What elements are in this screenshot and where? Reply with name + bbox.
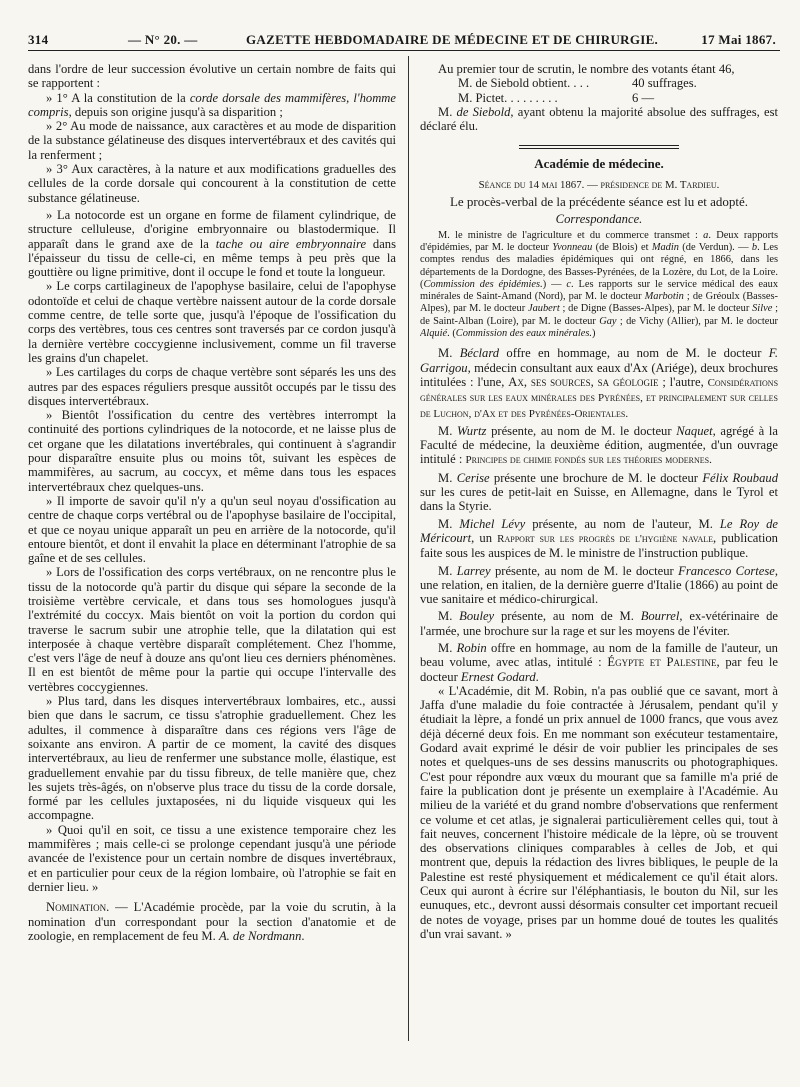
text: , depuis son origine jusqu'à sa disparition ;: [68, 104, 283, 119]
text: M.: [438, 640, 457, 655]
text: présente, au nom de M.: [494, 609, 641, 624]
text-italic: de Siebold: [456, 104, 511, 119]
text-italic: Naquet: [676, 423, 713, 438]
text: ; de Digne (Basses-Alpes), par M. le docteur: [559, 303, 753, 315]
text-smallcaps: Considérations générales sur les eaux minérales des Pyrénées, et principalement sur celles de Luchon, d'Ax et des Pyrénées-Orientales.: [420, 376, 778, 420]
paragraph: » Lors de l'ossification des corps vertébraux, on ne rencontre plus le tissu de la notocorde qu'à partir du disque qui sépare la seconde de la troisième vertèbre cervicale, et dans tous ses homologues jusqu'à l'extrémité du coccyx. Mais bientôt on voit la portion du cordon qui traverse le sacrum subir une atrophie telle, que la dilatation qui est interposée à chaque vertèbre disparaît complétement. Chez l'homme, c'est vers l'âge de neuf à douze ans qu'ont lieu ces derniers phénomènes. Il en est bientôt de même pour la partie qui occupe l'intervalle des vertèbres coccygiennes.: [28, 565, 396, 694]
text-italic: b: [751, 241, 758, 253]
text: , médecin consultant aux eaux d'Ax (Ariége), deux brochures intitulées : l'une,: [420, 360, 778, 389]
page-number: 314: [28, 32, 49, 47]
paragraph: » Quoi qu'il en soit, ce tissu a une existence temporaire chez les mammifères ; mais celle-ci se prolonge cependant jusqu'à une période avancée de l'existence pour un certain nombre de disques invertébraux, et en particulier pour ceux de la région lombaire, où l'atrophie se fait en dernier lieu. »: [28, 822, 396, 894]
paragraph: « L'Académie, dit M. Robin, n'a pas oublié que ce savant, mort à Jaffa d'une maladie du foie contractée à Jérusalem, pendant qu'il y étudiait la lèpre, a fondé un prix annuel de 1000 francs, que vous avez déjà décerné deux fois. En me nommant son exécuteur testamentaire, Godard avait exprimé le désir de voir publier les principales de ses notes et quelques-uns de ses dessins manuscrits ou photographiques. C'est pour répondre aux vœux du mourant que sa famille m'a prié de faire la publication dont je présente un exemplaire à l'Académie. Au milieu de la variété et du grand nombre d'observations que renferment ce volume et cet atlas, je signalerai particulièrement celles qui, tout à fait neuves, concernent l'histoire médicale de la lèpre, où se trouvent des observations cliniques comparables à celles de Job, et qui montrent que, depuis la rédaction des livres bibliques, le peuple de la Palestine est resté physiquement et médicalement ce qu'il était alors. Ceux qui auront à écrire sur l'éléphantiasis, le bouton du Nil, sur les eunuques, etc., devront aussi désormais consulter cet important recueil de notes de voyage, prises par un homme doué de toutes les qualités d'un vrai savant. »: [420, 683, 778, 941]
vote-candidate: M. de Siebold obtient. . . .: [458, 76, 590, 91]
text: , par feu le docteur: [420, 655, 778, 684]
session-line: Séance du 14 mai 1867. — présidence de M. Tardieu.: [478, 178, 720, 191]
text: dans l'épaisseur du tissu de celle-ci, en même temps à peu près que la gouttière ou ligne primitive, dont il occupe le fond et toute la longueur.: [28, 236, 396, 280]
text: .: [301, 928, 305, 943]
text-italic: Cerise: [456, 470, 490, 485]
paragraph-nomination: [28, 900, 396, 943]
text: . Deux rapports d'épidémies, par M. le docteur: [420, 229, 778, 253]
text-italic: Wurtz: [457, 423, 487, 438]
vote-intro: Au premier tour de scrutin, le nombre des votants étant 46,: [438, 62, 735, 76]
correspondence-paragraph: [420, 230, 778, 341]
column-divider: [408, 56, 409, 1041]
text: , publication faite sous les auspices de M. le ministre de l'instruction publique.: [420, 530, 778, 561]
text-italic: Robin: [456, 640, 487, 655]
text: » La notocorde est un organe en forme de filament cylindrique, de structure celluleuse, d'origine embryonnaire ou blastodermique. Il apparaît dans le grand axe de la: [28, 207, 396, 251]
text: » 1° A la constitution de la: [46, 90, 190, 105]
text-italic: Larrey: [456, 563, 491, 578]
text-italic: Marbotin: [644, 291, 684, 303]
text: présente, au nom de l'auteur, M.: [525, 516, 720, 531]
paragraph: » Plus tard, dans les disques intervertébraux lombaires, etc., aussi bien que dans le sacrum, ce tissu s'atrophie graduellement. Chez les adultes, il commence à disparaître dans ces régions vers l'âge de soixante ans environ. A partir de ce moment, la cavité des disques intervertébraux, au lieu de renfermer une substance molle, élastique, est graduellement envahie par du tissu fibreux, de telle manière que, chez les sujets très-âgés, on n'observe plus trace du tissu de la corde dorsale, formé par les cellules juxtaposées, ni du liquide visqueux qui les accompagne.: [28, 694, 396, 823]
text: M.: [438, 104, 457, 119]
text: M.: [438, 346, 460, 361]
text: M.: [438, 516, 460, 531]
paragraph: [420, 517, 778, 561]
text-italic: Michel Lévy: [459, 516, 526, 531]
text: (de Blois) et: [592, 241, 652, 253]
paragraph: » 2° Au mode de naissance, aux caractères et au mode de disparition de la substance gélatineuse des disques intervertébraux et des cavités qui la renferment ;: [28, 119, 396, 162]
right-column: [420, 62, 778, 1042]
text: présente une brochure de M. le docteur: [489, 470, 703, 485]
text-italic: Francesco Cortese: [678, 563, 775, 578]
text-italic: Yvonneau: [552, 241, 593, 253]
issue-date: 17 Mai 1867.: [701, 32, 776, 47]
text-italic: Bouley: [459, 609, 495, 624]
text-italic: Béclard: [459, 346, 500, 361]
text: (de Verdun). —: [678, 241, 752, 253]
text-italic: Alquié: [420, 328, 448, 340]
vote-row: [420, 91, 778, 105]
text: ; de Saint-Alban (Loire), par M. le docteur: [420, 303, 778, 327]
paragraph: » Bientôt l'ossification du centre des vertèbres interrompt la continuité des portions cylindriques de la notocorde, et ne laisse plus de cet organe que les dilatations invertébrales, qui continuent à s'agrandir pour disparaître ensuite plus ou moins tôt, suivant les espèces de mammifères, au sacrum, au coccyx, et même dans tous les espaces intervertébraux chez quelques-uns.: [28, 408, 396, 494]
subsection-title: Correspondance.: [555, 212, 643, 227]
text-italic: Ernest Godard: [460, 669, 536, 684]
text: M.: [438, 423, 458, 438]
text: ; de Gréoulx (Basses-Alpes), par M. le docteur: [420, 291, 778, 315]
text-italic: Jaubert: [527, 303, 560, 315]
text: M.: [438, 470, 457, 485]
paragraph: » Il importe de savoir qu'il n'y a qu'un seul noyau d'ossification au centre de chaque corps vertébral ou de l'apophyse basilaire de l'occipital, et que ce noyau unique apparaît un peu en arrière de la notocorde, qu'il entoure bientôt, et dont il envahit la place en déterminant l'atrophie de sa gaîne et de ses cellules.: [28, 493, 396, 566]
text: , ex-vétérinaire de l'armée, une brochure sur la rage et sur les moyens de l'éviter.: [420, 609, 778, 638]
text-italic: Silve: [752, 303, 773, 315]
text-italic: A. de Nordmann: [218, 928, 302, 943]
text: offre en hommage, au nom de M. le docteur: [499, 346, 769, 361]
text-smallcaps: Principes de chimie fondés sur les théories modernes.: [465, 454, 712, 467]
paragraph: [420, 564, 778, 607]
text-italic: Madin: [651, 241, 679, 253]
text-italic: c: [566, 278, 572, 290]
left-column: [28, 62, 396, 1042]
text-italic: Commission des eaux minérales.: [455, 328, 593, 340]
text-smallcaps: Égypte et Palestine: [607, 655, 717, 670]
text: sur les cures de petit-lait en Suisse, en Allemagne, dans le Tyrol et dans la Styrie.: [420, 485, 778, 514]
paragraph: [420, 641, 778, 684]
paragraph: [420, 105, 778, 134]
text-smallcaps: Rapport sur les progrès de l'hygiène navale: [497, 532, 713, 545]
vote-row: [420, 76, 778, 90]
text-smallcaps: Ax, ses sources, sa géologie: [508, 374, 659, 389]
text-italic: tache ou aire embryonnaire: [215, 236, 367, 251]
text-italic: corde dorsale des mammifères, l'homme compris: [28, 90, 396, 119]
text: présente, au nom de M. le docteur: [490, 563, 679, 578]
text: offre en hommage, au nom de la famille de l'auteur, un beau volume, avec atlas, intitulé :: [420, 640, 778, 670]
text: ): [592, 328, 596, 340]
text: .: [535, 669, 539, 684]
text: , un: [471, 530, 498, 545]
text: ; de Vichy (Allier), par M. le docteur: [616, 315, 778, 327]
minutes-line: Le procès-verbal de la précédente séance est lu et adopté.: [449, 194, 749, 210]
section-title: Académie de médecine.: [534, 156, 664, 172]
text-italic: Gay: [599, 315, 617, 327]
text: , agrégé à la Faculté de médecine, la deuxième édition, augmentée, d'un ouvrage intitulé :: [420, 423, 778, 467]
text-italic: F. Garrigou: [420, 346, 778, 375]
paragraph: [420, 424, 778, 468]
text: ; l'autre,: [658, 374, 708, 389]
text: , ayant obtenu la majorité absolue des suffrages, est déclaré élu.: [420, 104, 778, 134]
page-header: [28, 8, 780, 51]
paragraph: dans l'ordre de leur succession évolutive un certain nombre de faits qui se rapportent :: [28, 62, 396, 91]
issue-number: — N° 20. —: [128, 32, 198, 47]
text-italic: Commission des épidémies.: [423, 278, 543, 290]
text: — L'Académie procède, par la voie du scrutin, à la nomination d'un correspondant pour la section d'anatomie et de zoologie, en remplacement de feu M.: [28, 900, 396, 943]
text: ) —: [542, 278, 567, 290]
section-rule: [519, 145, 679, 149]
vote-table: [420, 76, 778, 105]
text-italic: Bourrel: [640, 609, 680, 624]
text: présente, au nom de M. le docteur: [486, 423, 677, 438]
vote-result: 40 suffrages.: [632, 76, 697, 91]
paragraph: » Le corps cartilagineux de l'apophyse basilaire, celui de l'apophyse odontoïde et celui de chaque vertèbre naissent autour de la corde dorsale comme centre, de telle sorte que, jusqu'à l'époque de l'ossification du corps des vertèbres, tous ces centres sont traversés par ce cordon jusqu'à la dernière vertèbre coccygienne inclusivement, comme un fil traverse les grains d'un chapelet.: [28, 279, 396, 365]
paragraph: » 3° Aux caractères, à la nature et aux modifications graduelles des cellules de la corde dorsale qui concourent à la constitution de cette substance gélatineuse.: [28, 162, 396, 205]
text: M.: [438, 563, 457, 578]
paragraph: [28, 208, 396, 279]
vote-result: 6 —: [632, 90, 655, 105]
text: M.: [438, 609, 460, 624]
text-italic: Le Roy de Méricourt: [420, 516, 778, 545]
text: M. le ministre de l'agriculture et du commerce transmet :: [438, 229, 704, 241]
paragraph: » Les cartilages du corps de chaque vertèbre sont séparés les uns des autres par des espaces réguliers presque aussitôt occupés par le tissu des disques intervertébraux.: [28, 365, 396, 408]
journal-title: GAZETTE HEBDOMADAIRE DE MÉDECINE ET DE CHIRURGIE.: [246, 32, 659, 47]
paragraph: [28, 91, 396, 120]
section-label: Nomination.: [46, 900, 110, 915]
text-italic: a: [703, 229, 709, 241]
text: . Les comptes rendus des maladies épidémiques qui ont régné, en 1866, dans les départements de la Dordogne, des Basses-Pyrénées, de la Lozère, du Lot, de la Loire. (: [420, 241, 778, 290]
text: . (: [447, 328, 456, 340]
paragraph: [420, 609, 778, 638]
text-italic: Félix Roubaud: [702, 470, 778, 485]
text: , une relation, en italien, de la dernière guerre d'Italie (1866) au point de vue sanitaire et médico-chirurgical.: [420, 563, 778, 607]
paragraph: [420, 346, 778, 420]
vote-candidate: M. Pictet. . . . . . . . .: [458, 90, 558, 105]
text: . Les rapports sur le service médical des eaux minérales de Saint-Amand (Nord), par M. le docteur: [420, 278, 778, 303]
paragraph: [420, 471, 778, 514]
